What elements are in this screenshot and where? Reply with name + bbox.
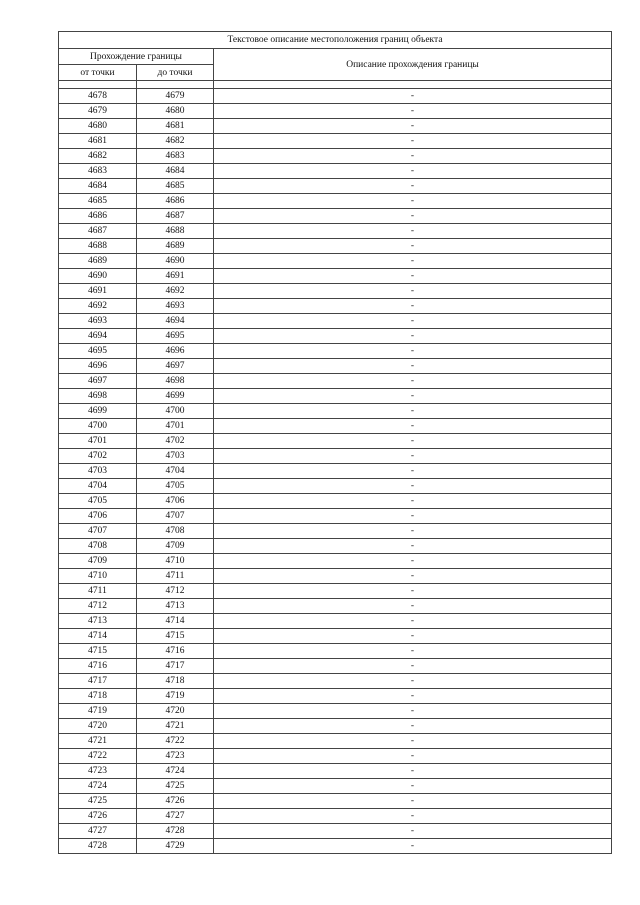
to-point-cell: 4711 [137,569,214,584]
description-cell: - [214,659,612,674]
description-cell: - [214,839,612,854]
to-point-cell: 4712 [137,584,214,599]
table-row [59,794,612,809]
description-cell: - [214,599,612,614]
from-point-cell: 4708 [59,539,137,554]
table-row [59,614,612,629]
description-cell: - [214,719,612,734]
description-cell: - [214,644,612,659]
table-row [59,239,612,254]
description-cell: - [214,704,612,719]
from-point-cell: 4713 [59,614,137,629]
table-row [59,524,612,539]
to-point-cell: 4696 [137,344,214,359]
description-cell: - [214,539,612,554]
table-row [59,674,612,689]
description-cell: - [214,404,612,419]
from-point-cell: 4690 [59,269,137,284]
to-point-cell: 4723 [137,749,214,764]
to-point-cell: 4687 [137,209,214,224]
description-cell: - [214,764,612,779]
description-cell: - [214,269,612,284]
description-cell: - [214,824,612,839]
table-row [59,494,612,509]
to-point-cell: 4692 [137,284,214,299]
table-row [59,539,612,554]
description-cell: - [214,749,612,764]
description-cell: - [214,329,612,344]
from-point-cell: 4685 [59,194,137,209]
to-point-cell: 4707 [137,509,214,524]
column-header-to: до точки [137,65,214,81]
to-point-cell: 4710 [137,554,214,569]
description-cell: - [214,419,612,434]
description-cell: - [214,569,612,584]
from-point-cell: 4702 [59,449,137,464]
from-point-cell: 4707 [59,524,137,539]
from-point-cell: 4678 [59,89,137,104]
description-cell: - [214,479,612,494]
to-point-cell: 4706 [137,494,214,509]
to-point-cell: 4695 [137,329,214,344]
to-point-cell: 4714 [137,614,214,629]
table-row [59,569,612,584]
from-point-cell: 4681 [59,134,137,149]
to-point-cell: 4702 [137,434,214,449]
description-cell: - [214,449,612,464]
to-point-cell: 4713 [137,599,214,614]
description-cell: - [214,344,612,359]
description-cell: - [214,689,612,704]
to-point-cell: 4703 [137,449,214,464]
table-row [59,464,612,479]
from-point-cell: 4726 [59,809,137,824]
to-point-cell: 4721 [137,719,214,734]
from-point-cell: 4694 [59,329,137,344]
to-point-cell: 4684 [137,164,214,179]
from-point-cell: 4720 [59,719,137,734]
table-row [59,734,612,749]
table-row [59,434,612,449]
from-point-cell: 4688 [59,239,137,254]
to-point-cell: 4709 [137,539,214,554]
to-point-cell: 4719 [137,689,214,704]
table-row [59,299,612,314]
table-row [59,179,612,194]
table-row [59,119,612,134]
table-row [59,689,612,704]
to-point-cell: 4698 [137,374,214,389]
description-cell: - [214,89,612,104]
table-row [59,194,612,209]
from-point-cell: 4716 [59,659,137,674]
from-point-cell: 4687 [59,224,137,239]
from-point-cell: 4705 [59,494,137,509]
description-cell: - [214,239,612,254]
description-cell: - [214,194,612,209]
to-point-cell: 4701 [137,419,214,434]
from-point-cell: 4711 [59,584,137,599]
to-point-cell: 4690 [137,254,214,269]
table-row [59,329,612,344]
table-body [59,89,612,854]
table-row [59,134,612,149]
table-row [59,719,612,734]
to-point-cell: 4715 [137,629,214,644]
description-cell: - [214,104,612,119]
description-cell: - [214,464,612,479]
from-point-cell: 4710 [59,569,137,584]
table-row [59,224,612,239]
table-row [59,839,612,854]
table-row [59,209,612,224]
table-row [59,89,612,104]
from-point-cell: 4701 [59,434,137,449]
description-cell: - [214,164,612,179]
document-page [58,31,611,854]
to-point-cell: 4685 [137,179,214,194]
to-point-cell: 4720 [137,704,214,719]
spacer-row [59,81,612,89]
table-row [59,629,612,644]
table-row [59,314,612,329]
to-point-cell: 4717 [137,659,214,674]
to-point-cell: 4704 [137,464,214,479]
description-cell: - [214,254,612,269]
description-cell: - [214,629,612,644]
to-point-cell: 4718 [137,674,214,689]
table-row [59,164,612,179]
to-point-cell: 4679 [137,89,214,104]
to-point-cell: 4726 [137,794,214,809]
from-point-cell: 4696 [59,359,137,374]
description-cell: - [214,314,612,329]
from-point-cell: 4719 [59,704,137,719]
table-row [59,584,612,599]
from-point-cell: 4704 [59,479,137,494]
description-cell: - [214,134,612,149]
to-point-cell: 4694 [137,314,214,329]
from-point-cell: 4723 [59,764,137,779]
table-row [59,659,612,674]
table-title: Текстовое описание местоположения границ объекта [59,32,612,49]
to-point-cell: 4693 [137,299,214,314]
from-point-cell: 4717 [59,674,137,689]
to-point-cell: 4727 [137,809,214,824]
description-cell: - [214,149,612,164]
description-cell: - [214,734,612,749]
table-row [59,554,612,569]
from-point-cell: 4689 [59,254,137,269]
description-cell: - [214,179,612,194]
description-cell: - [214,119,612,134]
column-header-from: от точки [59,65,137,81]
to-point-cell: 4705 [137,479,214,494]
from-point-cell: 4695 [59,344,137,359]
to-point-cell: 4682 [137,134,214,149]
from-point-cell: 4727 [59,824,137,839]
table-row [59,644,612,659]
description-cell: - [214,224,612,239]
table-row [59,479,612,494]
to-point-cell: 4728 [137,824,214,839]
to-point-cell: 4700 [137,404,214,419]
table-row [59,344,612,359]
from-point-cell: 4728 [59,839,137,854]
from-point-cell: 4699 [59,404,137,419]
to-point-cell: 4724 [137,764,214,779]
from-point-cell: 4693 [59,314,137,329]
from-point-cell: 4715 [59,644,137,659]
from-point-cell: 4679 [59,104,137,119]
table-row [59,404,612,419]
from-point-cell: 4680 [59,119,137,134]
from-point-cell: 4718 [59,689,137,704]
from-point-cell: 4703 [59,464,137,479]
to-point-cell: 4729 [137,839,214,854]
to-point-cell: 4688 [137,224,214,239]
table-row [59,359,612,374]
description-cell: - [214,779,612,794]
table-row [59,254,612,269]
table-row [59,449,612,464]
to-point-cell: 4683 [137,149,214,164]
to-point-cell: 4697 [137,359,214,374]
from-point-cell: 4706 [59,509,137,524]
from-point-cell: 4686 [59,209,137,224]
from-point-cell: 4691 [59,284,137,299]
to-point-cell: 4686 [137,194,214,209]
from-point-cell: 4682 [59,149,137,164]
table-row [59,764,612,779]
from-point-cell: 4722 [59,749,137,764]
description-cell: - [214,359,612,374]
to-point-cell: 4681 [137,119,214,134]
from-point-cell: 4697 [59,374,137,389]
from-point-cell: 4724 [59,779,137,794]
group-header: Прохождение границы [59,49,214,65]
table-row [59,749,612,764]
table-row [59,269,612,284]
description-cell: - [214,584,612,599]
description-cell: - [214,524,612,539]
table-row [59,509,612,524]
column-header-description: Описание прохождения границы [214,49,612,81]
from-point-cell: 4709 [59,554,137,569]
table-row [59,599,612,614]
to-point-cell: 4725 [137,779,214,794]
to-point-cell: 4708 [137,524,214,539]
description-cell: - [214,509,612,524]
from-point-cell: 4721 [59,734,137,749]
description-cell: - [214,374,612,389]
table-row [59,809,612,824]
from-point-cell: 4700 [59,419,137,434]
description-cell: - [214,209,612,224]
from-point-cell: 4725 [59,794,137,809]
to-point-cell: 4680 [137,104,214,119]
description-cell: - [214,809,612,824]
description-cell: - [214,494,612,509]
to-point-cell: 4699 [137,389,214,404]
boundary-table [58,31,612,854]
to-point-cell: 4722 [137,734,214,749]
description-cell: - [214,794,612,809]
to-point-cell: 4689 [137,239,214,254]
table-row [59,389,612,404]
table-row [59,374,612,389]
description-cell: - [214,284,612,299]
table-row [59,104,612,119]
from-point-cell: 4712 [59,599,137,614]
from-point-cell: 4698 [59,389,137,404]
table-row [59,824,612,839]
description-cell: - [214,614,612,629]
table-row [59,419,612,434]
from-point-cell: 4684 [59,179,137,194]
description-cell: - [214,554,612,569]
to-point-cell: 4691 [137,269,214,284]
from-point-cell: 4714 [59,629,137,644]
table-row [59,284,612,299]
table-row [59,779,612,794]
table-row [59,149,612,164]
to-point-cell: 4716 [137,644,214,659]
from-point-cell: 4692 [59,299,137,314]
table-row [59,704,612,719]
from-point-cell: 4683 [59,164,137,179]
description-cell: - [214,674,612,689]
description-cell: - [214,299,612,314]
description-cell: - [214,389,612,404]
description-cell: - [214,434,612,449]
